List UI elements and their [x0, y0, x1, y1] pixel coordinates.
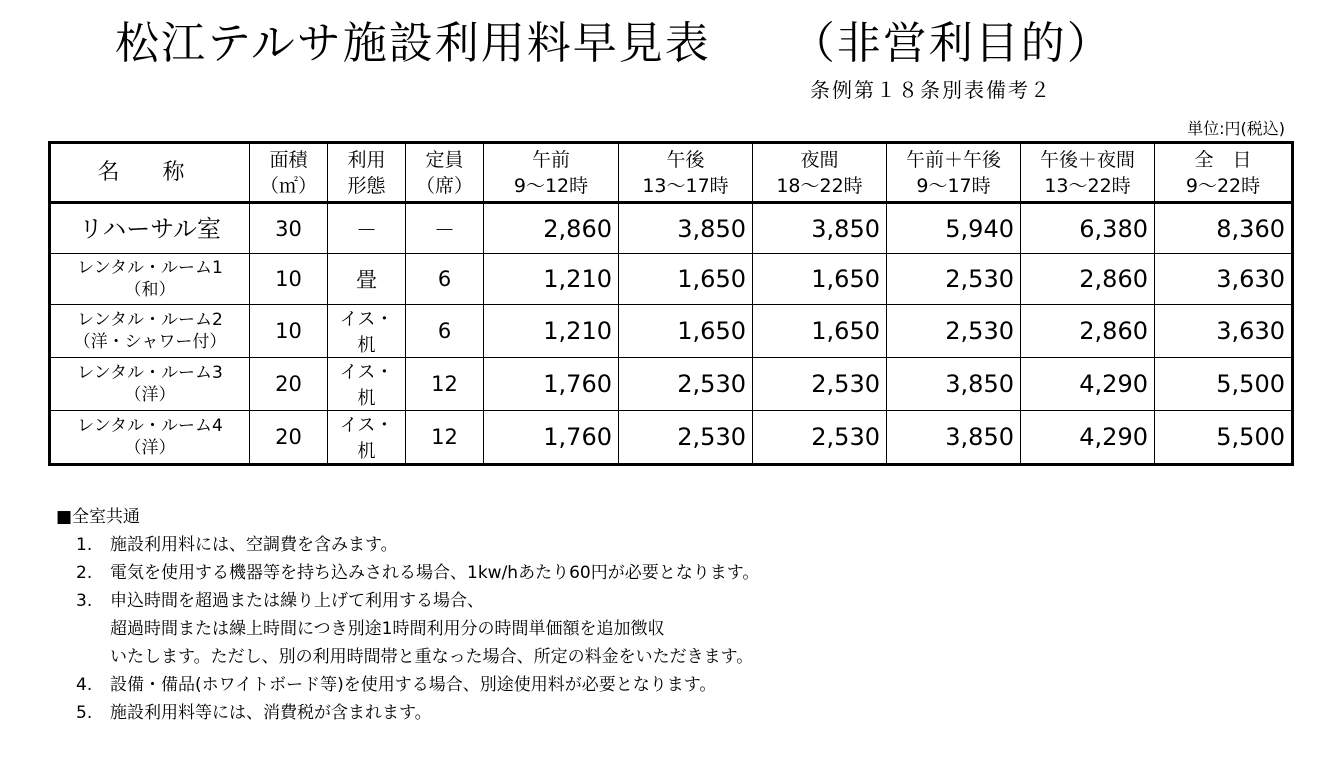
row-area: 10 — [250, 254, 328, 305]
row-capacity: 6 — [406, 305, 484, 358]
note-number: 3. — [76, 591, 93, 611]
list-item — [56, 559, 759, 587]
row-usage: イス・机 — [328, 305, 406, 358]
rate-table — [48, 141, 1294, 466]
row-night-fee: 1,650 — [753, 254, 887, 305]
row-all-day-fee: 5,500 — [1155, 358, 1293, 411]
row-name: レンタル・ルーム4 （洋） — [50, 411, 250, 465]
note-number: 4. — [76, 675, 93, 695]
column-header-name: 名 称 — [50, 143, 250, 203]
row-name: レンタル・ルーム1 （和） — [50, 254, 250, 305]
note-text: 設備・備品(ホワイトボード等)を使用する場合、別途使用料が必要となります。 — [110, 675, 717, 695]
column-header-afternoon-night: 午後＋夜間 13～22時 — [1021, 143, 1155, 203]
ordinance-reference: 条例第１８条別表備考２ — [810, 78, 1052, 102]
row-afternoon-night-fee: 2,860 — [1021, 254, 1155, 305]
row-area: 30 — [250, 203, 328, 254]
row-name: レンタル・ルーム2 （洋・シャワー付） — [50, 305, 250, 358]
row-morning-fee: 2,860 — [484, 203, 619, 254]
page-title — [115, 14, 1113, 74]
row-usage: イス・机 — [328, 358, 406, 411]
row-afternoon-fee: 1,650 — [619, 254, 753, 305]
row-morning-afternoon-fee: 5,940 — [887, 203, 1021, 254]
row-afternoon-night-fee: 6,380 — [1021, 203, 1155, 254]
row-morning-fee: 1,210 — [484, 254, 619, 305]
row-afternoon-fee: 3,850 — [619, 203, 753, 254]
column-header-afternoon: 午後 13～17時 — [619, 143, 753, 203]
row-afternoon-fee: 2,530 — [619, 358, 753, 411]
note-text: 電気を使用する機器等を持ち込みされる場合、1kw/hあたり60円が必要となります。 — [110, 563, 760, 583]
note-text: 施設利用料には、空調費を含みます。 — [110, 535, 398, 555]
row-name: レンタル・ルーム3 （洋） — [50, 358, 250, 411]
table-row — [50, 254, 1293, 305]
row-capacity: 12 — [406, 358, 484, 411]
row-capacity: 12 — [406, 411, 484, 465]
note-number: 1. — [76, 535, 93, 555]
row-usage: イス・机 — [328, 411, 406, 465]
row-night-fee: 1,650 — [753, 305, 887, 358]
row-morning-afternoon-fee: 3,850 — [887, 358, 1021, 411]
title-purpose: （非営利目的） — [790, 18, 1113, 69]
row-all-day-fee: 3,630 — [1155, 305, 1293, 358]
row-capacity: － — [406, 203, 484, 254]
list-item — [56, 699, 759, 727]
note-text: 施設利用料等には、消費税が含まれます。 — [110, 703, 432, 723]
column-header-night: 夜間 18～22時 — [753, 143, 887, 203]
row-night-fee: 3,850 — [753, 203, 887, 254]
notes-heading: ■全室共通 — [56, 507, 141, 527]
row-morning-fee: 1,760 — [484, 411, 619, 465]
column-header-capacity: 定員 （席） — [406, 143, 484, 203]
table-row — [50, 411, 1293, 465]
table-row — [50, 203, 1293, 254]
row-area: 20 — [250, 358, 328, 411]
column-header-area: 面積 （㎡） — [250, 143, 328, 203]
unit-label: 単位:円(税込) — [1187, 119, 1285, 138]
column-header-all-day: 全 日 9～22時 — [1155, 143, 1293, 203]
row-afternoon-fee: 1,650 — [619, 305, 753, 358]
row-morning-fee: 1,210 — [484, 305, 619, 358]
row-area: 10 — [250, 305, 328, 358]
table-header-row — [50, 143, 1293, 203]
row-all-day-fee: 5,500 — [1155, 411, 1293, 465]
row-afternoon-night-fee: 4,290 — [1021, 358, 1155, 411]
row-morning-afternoon-fee: 2,530 — [887, 305, 1021, 358]
row-all-day-fee: 8,360 — [1155, 203, 1293, 254]
row-afternoon-night-fee: 2,860 — [1021, 305, 1155, 358]
row-afternoon-night-fee: 4,290 — [1021, 411, 1155, 465]
row-night-fee: 2,530 — [753, 358, 887, 411]
column-header-usage: 利用 形態 — [328, 143, 406, 203]
row-night-fee: 2,530 — [753, 411, 887, 465]
row-morning-afternoon-fee: 2,530 — [887, 254, 1021, 305]
notes-list — [56, 531, 759, 727]
title-text: 松江テルサ施設利用料早見表 — [115, 18, 711, 69]
column-header-morning-afternoon: 午前＋午後 9～17時 — [887, 143, 1021, 203]
row-usage: － — [328, 203, 406, 254]
note-text: 申込時間を超過または繰り上げて利用する場合、 超過時間または繰上時間につき別途1時間利用分の時間単価額を追加徴収 いたします。ただし、別の利用時間帯と重なった場合、所定の料金をいただきます。 — [110, 591, 754, 667]
row-usage: 畳 — [328, 254, 406, 305]
row-area: 20 — [250, 411, 328, 465]
list-item — [56, 587, 759, 671]
row-name: リハーサル室 — [50, 203, 250, 254]
row-morning-afternoon-fee: 3,850 — [887, 411, 1021, 465]
table-row — [50, 305, 1293, 358]
row-all-day-fee: 3,630 — [1155, 254, 1293, 305]
notes-section — [56, 503, 759, 727]
row-afternoon-fee: 2,530 — [619, 411, 753, 465]
column-header-morning: 午前 9～12時 — [484, 143, 619, 203]
table-row — [50, 358, 1293, 411]
row-morning-fee: 1,760 — [484, 358, 619, 411]
list-item — [56, 531, 759, 559]
list-item — [56, 671, 759, 699]
note-number: 5. — [76, 703, 93, 723]
row-capacity: 6 — [406, 254, 484, 305]
note-number: 2. — [76, 563, 93, 583]
